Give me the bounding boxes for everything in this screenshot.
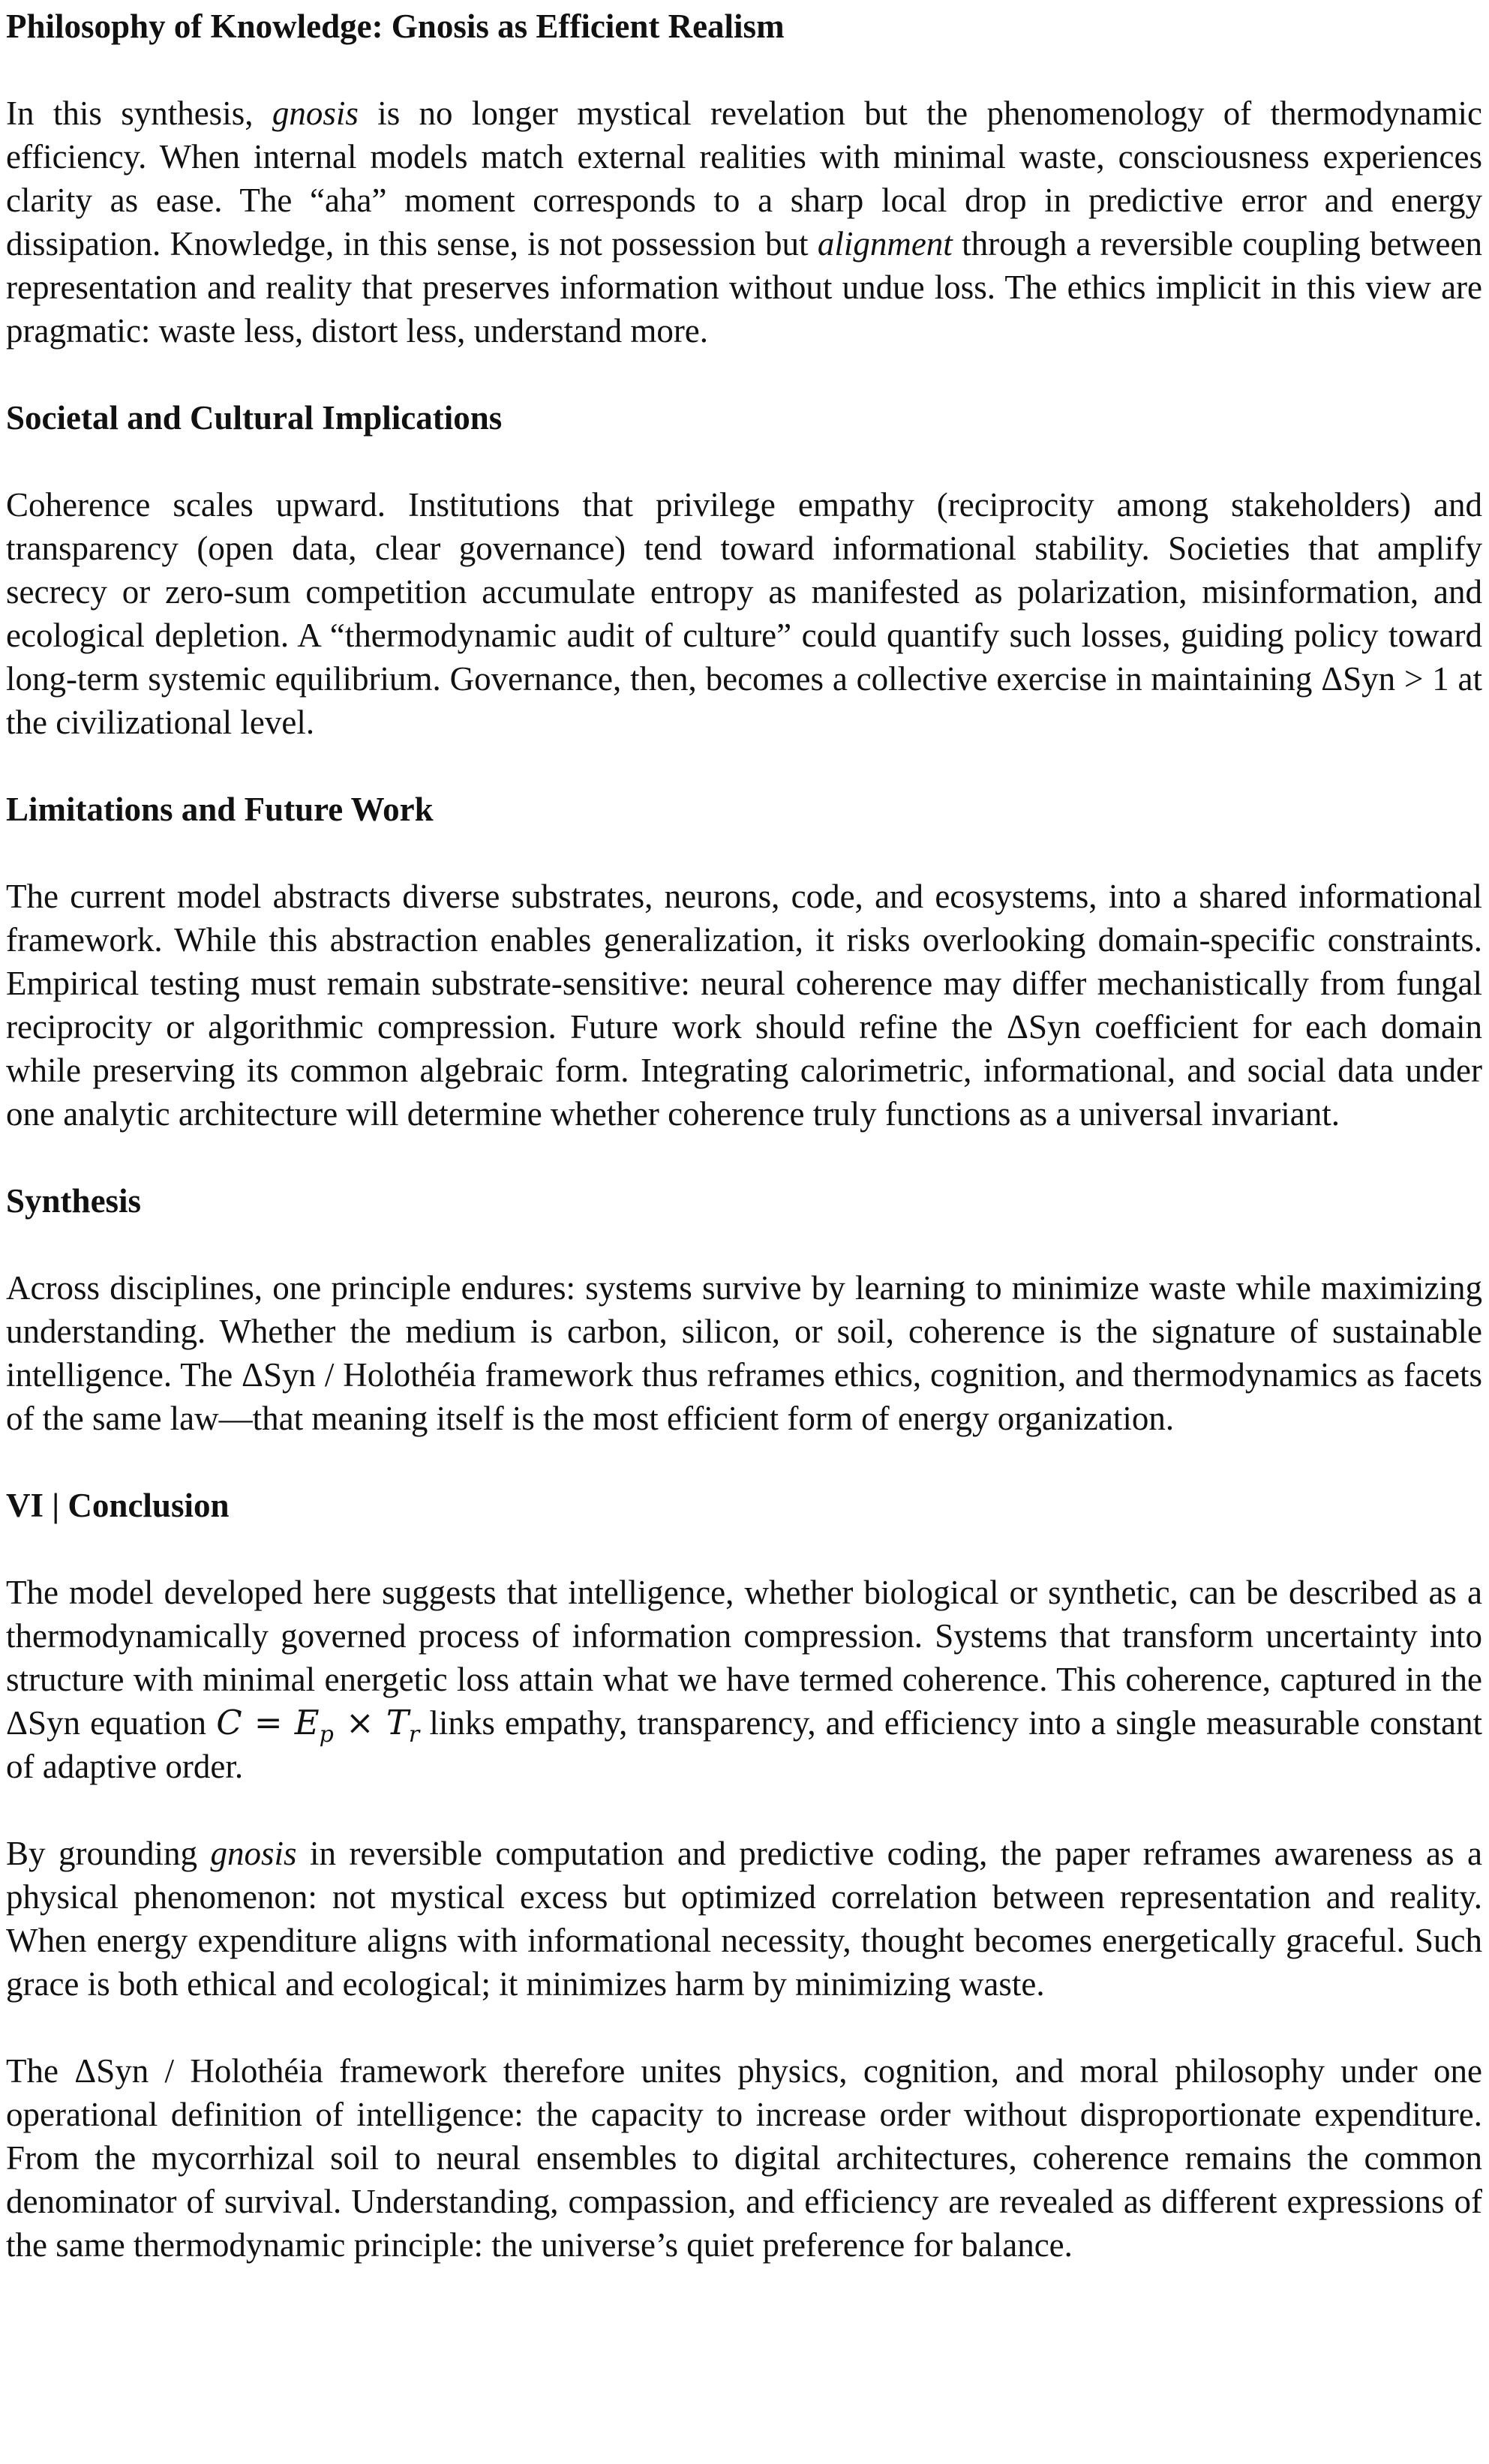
emphasis-alignment: alignment: [817, 225, 953, 263]
paragraph-limitations: The current model abstracts diverse substrates, neurons, code, and ecosystems, into a shared informational framework. While this abstraction enables generalization, it risks overlooking domain-specific constraints. Empirical testing must remain substrate-sensitive: neural coherence may differ mechanistically from fungal reciprocity or algorithmic compression. Future work should refine the ΔSyn coefficient for each domain while preserving its common algebraic form. Integrating calorimetric, informational, and social data under one analytic architecture will determine whether coherence truly functions as a universal invariant.: [6, 878, 1482, 1133]
paragraph-conclusion-2: By grounding gnosis in reversible computation and predictive coding, the paper reframes awareness as a physical phenomenon: not mystical excess but optimized correlation between representation and reality. When energy expenditure aligns with informational necessity, thought becomes energetically graceful. Such grace is both ethical and ecological; it minimizes harm by minimizing waste.: [6, 1835, 1482, 2003]
paragraph-synthesis: Across disciplines, one principle endures: systems survive by learning to minimize waste while maximizing understanding. Whether the medium is carbon, silicon, or soil, coherence is the signature of sustainable intelligence. The ΔSyn / Holothéia framework thus reframes ethics, cognition, and thermodynamics as facets of the same law—that meaning itself is the most efficient form of energy organization.: [6, 1269, 1482, 1437]
section-conclusion: [6, 1484, 1482, 2267]
document-page: [6, 0, 1482, 2267]
paragraph-societal: Coherence scales upward. Institutions that privilege empathy (reciprocity among stakeholders) and transparency (open data, clear governance) tend toward informational stability. Societies that amplify secrecy or zero-sum competition accumulate entropy as manifested as polarization, misinformation, and ecological depletion. A “thermodynamic audit of culture” could quantify such losses, guiding policy toward long-term systemic equilibrium. Governance, then, becomes a collective exercise in maintaining ΔSyn > 1 at the civilizational level.: [6, 486, 1482, 741]
section-limitations: [6, 788, 1482, 1179]
section-heading-societal: Societal and Cultural Implications: [6, 399, 503, 437]
section-heading-synthesis: Synthesis: [6, 1182, 142, 1220]
section-heading-conclusion: VI | Conclusion: [6, 1487, 230, 1524]
emphasis-gnosis-2: gnosis: [210, 1835, 297, 1872]
emphasis-gnosis: gnosis: [272, 95, 359, 132]
section-societal: [6, 396, 1482, 788]
section-synthesis: [6, 1179, 1482, 1484]
paragraph-knowledge: In this synthesis, gnosis is no longer mystical revelation but the phenomenology of thermodynamic efficiency. When internal models match external realities with minimal waste, consciousness experiences clarity as ease. The “aha” moment corresponds to a sharp local drop in predictive error and energy dissipation. Knowledge, in this sense, is not possession but alignment through a reversible coupling between representation and reality that preserves information without undue loss. The ethics implicit in this view are pragmatic: waste less, distort less, understand more.: [6, 95, 1482, 350]
paragraph-conclusion-3: The ΔSyn / Holothéia framework therefore unites physics, cognition, and moral philosophy under one operational definition of intelligence: the capacity to increase order without disproportionate expenditure. From the mycorrhizal soil to neural ensembles to digital architectures, coherence remains the common denominator of survival. Understanding, compassion, and efficiency are revealed as different expressions of the same thermodynamic principle: the universe’s quiet preference for balance.: [6, 2052, 1482, 2264]
equation-coherence: $C = E_p \times T_r$: [216, 1703, 420, 1748]
section-heading-knowledge: Philosophy of Knowledge: Gnosis as Efficient Realism: [6, 8, 785, 45]
section-knowledge: [6, 5, 1482, 396]
section-heading-limitations: Limitations and Future Work: [6, 791, 434, 828]
paragraph-conclusion-1: The model developed here suggests that intelligence, whether biological or synthetic, can be described as a thermodynamically governed process of information compression. Systems that transform uncertainty into structure with minimal energetic loss attain what we have termed coherence. This coherence, captured in the ΔSyn equation $C = E_p \times T_r$ links empathy, transparency, and efficiency into a single measurable constant of adaptive order.: [6, 1574, 1483, 1785]
